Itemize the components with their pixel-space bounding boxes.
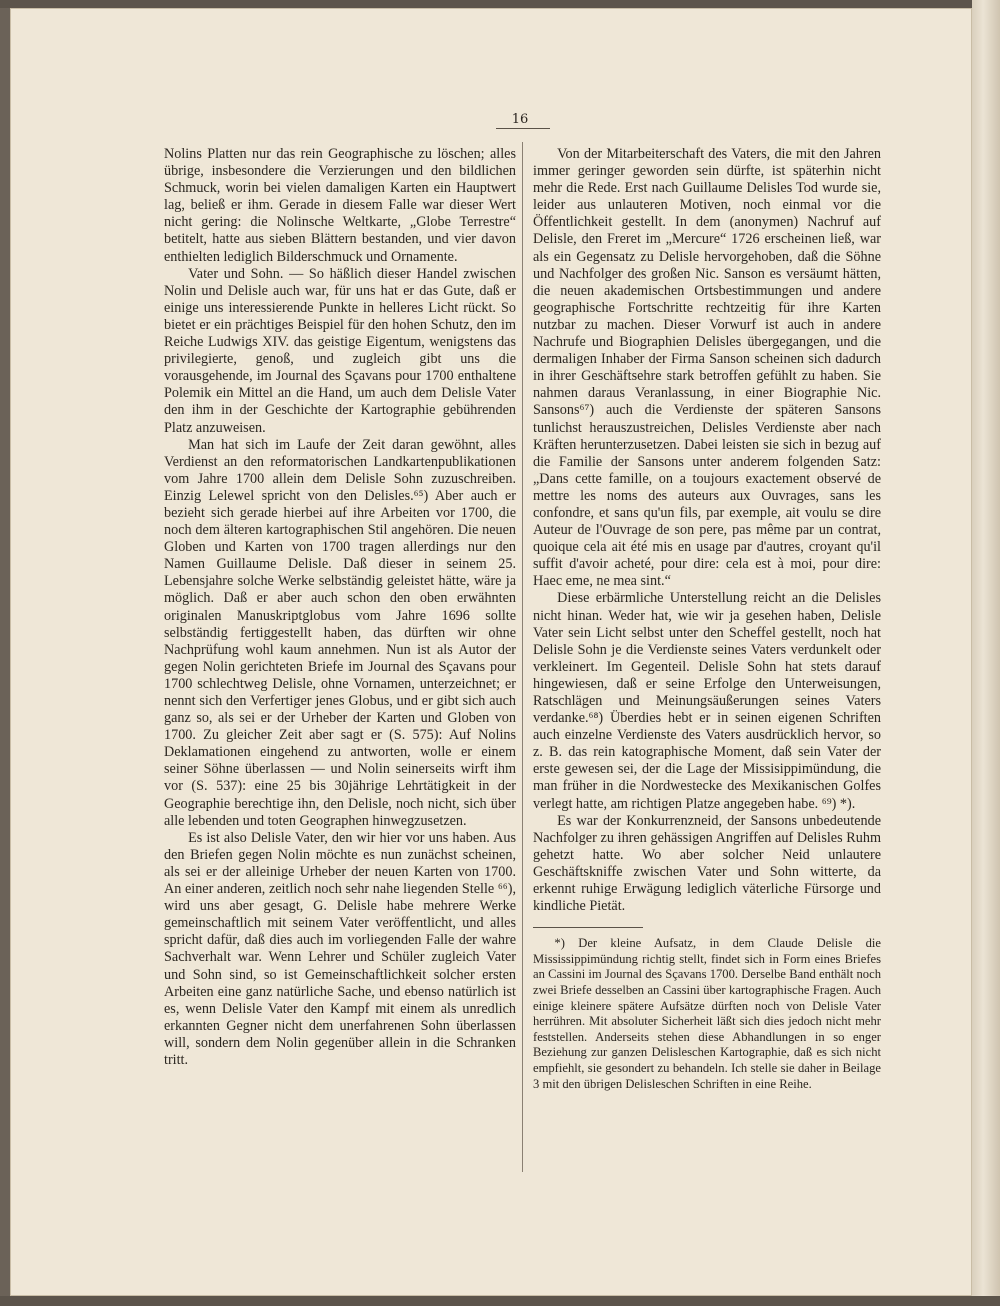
- footnote-rule: [533, 927, 643, 928]
- right-paragraph-2: Diese erbärmliche Unterstellung reicht an die Delisles nicht hinan. Weder hat, wie wir ja gesehen haben, Delisle Vater sein Licht selbst unter den Scheffel gestellt, noch hat Delisle Sohn je die Verdienste seines Vaters verdunkelt oder verkleinert. Im Gegenteil. Delisle Sohn hat stets darauf hingewiesen, daß er seine Erfolge den Unterweisungen, Ratschlägen und Meinungsäußerungen seines Vaters verdanke.⁶⁸) Überdies hebt er in seinen eigenen Schriften auch einzelne Verdienste des Vaters ausdrücklich hervor, so z. B. das rein katographische Moment, daß sein Vater der erste gewesen sei, der die Lage der Missisippimündung, die man früher in die Nordwestecke des Mexikanischen Golfes verlegt hatte, am richtigen Platze angegeben habe. ⁶⁹) *).: [533, 590, 881, 812]
- left-paragraph-2: Vater und Sohn. — So häßlich dieser Handel zwischen Nolin und Delisle auch war, für uns hat er das Gute, daß er einige uns interessierende Punkte in helleres Licht rückt. So bietet er ein prächtiges Beispiel für den hohen Schutz, den im Reiche Ludwigs XIV. das geistige Eigentum, wenigstens das privilegierte, genoß, und zugleich gibt uns die vorausgehende, im Journal des Sçavans pour 1700 enthaltene Polemik ein Mittel an die Hand, um auch dem Delisle Vater den ihm in der Geschichte der Kartographie gebührenden Platz anzuweisen.: [164, 265, 516, 436]
- right-paragraph-3: Es war der Konkurrenzneid, der Sansons unbedeutende Nachfolger zu ihren gehässigen Angriffen auf Delisles Ruhm gehetzt hatte. Wo aber solcher Neid unlautere Geschäftskniffe zwischen Vater und Sohn witterte, da erkennt ruhige Erwägung lediglich väterliche Fürsorge und kindliche Pietät.: [533, 812, 881, 915]
- footnote: *) Der kleine Aufsatz, in dem Claude Delisle die Mississippimündung richtig stellt, findet sich in Form eines Briefes an Cassini im Journal des Sçavans 1700. Derselbe Band enthält noch zwei Briefe desselben an Cassini über kartographische Fragen. Auch einige kleinere spätere Aufsätze dürften noch von Delisle Vater herrühren. Mit absoluter Sicherheit läßt sich dies jedoch nicht mehr feststellen. Anderseits stehen diese Abhandlungen in so enger Beziehung zur ganzen Delisleschen Kartographie, daß es sich nicht empfiehlt, sie gesondert zu behandeln. Ich stelle sie daher in Beilage 3 mit den übrigen Delisleschen Schriften in eine Reihe.: [533, 936, 881, 1091]
- left-column: [164, 146, 516, 1069]
- left-paragraph-4: Es ist also Delisle Vater, den wir hier vor uns haben. Aus den Briefen gegen Nolin möchte es nun zunächst scheinen, als sei er der alleinige Urheber der neuen Karten von 1700. An einer anderen, zeitlich noch sehr nahe liegenden Stelle ⁶⁶), wird uns aber gesagt, G. Delisle habe mehrere Werke gemeinschaftlich mit seinem Vater veröffentlicht, und alles spricht dafür, daß dies auch im vorliegenden Falle der wahre Sachverhalt war. Wenn Lehrer und Schüler zugleich Vater und Sohn sind, so ist Gemeinschaftlichkeit solcher ersten Arbeiten eine ganz natürliche Sache, und ebenso natürlich ist es, wenn Delisle Vater den Kampf mit einem als unredlich erkannten Gegner nicht dem unerfahrenen Sohn überlassen will, sondern dem Nolin gegenüber allein in die Schranken tritt.: [164, 829, 516, 1068]
- column-divider: [522, 142, 523, 1172]
- scan-bottom-edge: [0, 1296, 1000, 1306]
- left-paragraph-1: Nolins Platten nur das rein Geographische zu löschen; alles übrige, insbesondere die Verzierungen und den bildlichen Schmuck, worin bei vielen damaligen Karten ein Hauptwert lag, beließ er ihm. Gerade in diesem Falle war dieser Wert nicht gering: die Nolinsche Weltkarte, „Globe Terrestre“ betitelt, hatte aus sieben Blättern bestanden, und vier davon enthielten lediglich Bilderschmuck und Ornamente.: [164, 146, 516, 265]
- scan-right-edge: [972, 0, 1000, 1306]
- right-paragraph-1: Von der Mitarbeiterschaft des Vaters, die mit den Jahren immer geringer geworden sein dürfte, ist späterhin nicht mehr die Rede. Erst nach Guillaume Delisles Tod wurde sie, leider aus unlauteren Motiven, noch einmal vor die Öffentlichkeit gestellt. In dem (anonymen) Nachruf auf Delisle, den Freret im „Mercure“ 1726 erscheinen ließ, war als ein Gegensatz zu Delisle hervorgehoben, daß die Söhne und Nachfolger des großen Nic. Sanson es versäumt hätten, die neuen akademischen Ortsbestimmungen und andere geographische Fortschritte rechtzeitig für ihre Karten nutzbar zu machen. Dieser Vorwurf ist auch in andere Nachrufe und Biographien Delisles übergegangen, und die dermaligen Inhaber der Firma Sanson scheinen sich dadurch in ihrer Geschäftsehre stark betroffen gefühlt zu haben. Sie nahmen daraus Veranlassung, in einer Biographie Nic. Sansons⁶⁷) auch die Verdienste der späteren Sansons tunlichst herauszustreichen, Delisles Verdienste aber nach Kräften herunterzusetzen. Dabei leisten sie sich in bezug auf die Familie der Sansons unter anderem folgenden Satz: „Dans cette famille, on a toujours exactement observé de mettre les noms des auteurs aux Ouvrages, sans les confondre, et sans qu'un fils, par exemple, ait voulu se dire Auteur de l'Ouvrage de son pere, pas même par un contrat, quoique cela ait été mis en usage par d'autres, croyant qu'il suffit d'avoir acheté, pour dire: cela est à moi, pour dire: Haec eme, ne mea sint.“: [533, 146, 881, 590]
- left-paragraph-3: Man hat sich im Laufe der Zeit daran gewöhnt, alles Verdienst an den reformatorischen Landkartenpublikationen vom Jahre 1700 allein dem Delisle Sohn zuzuschreiben. Einzig Lelewel spricht von den Delisles.⁶⁵) Aber auch er bezieht sich gerade hierbei auf ihre Arbeiten vor 1700, die noch dem älteren kartographischen Stil angehören. Die neuen Globen und Karten von 1700 tragen allerdings nur den Namen Guillaume Delisle. Daß dieser in seinem 25. Lebensjahre solche Werke selbständig geleistet hätte, wäre ja möglich. Daß er aber auch schon den oben erwähnten originalen Manuskriptglobus vom Jahre 1696 sollte selbständig fertiggestellt haben, das dürften wir ohne Nachprüfung wohl kaum annehmen. Nun ist als Autor der gegen Nolin gerichteten Briefe im Journal des Sçavans pour 1700 schlechtweg Delisle, ohne Vornamen, unterzeichnet; er nennt sich den Verfertiger jenes Globus, und er gibt sich auch ganz so, als sei er der Urheber der Karten und Globen von 1700. Zu gleicher Zeit aber sagt er (S. 575): Auf Nolins Deklamationen eingehend zu antworten, wolle er einem seiner Söhne überlassen — und Nolin seinerseits wirft ihm vor (S. 537): eine 25 bis 30jährige Lehrtätigkeit in der Geographie berechtige ihn, den Delisle, noch nicht, sich über alle lebenden und toten Geographen hinwegzusetzen.: [164, 436, 516, 829]
- right-column: [533, 146, 881, 1092]
- scan-top-edge: [0, 0, 1000, 8]
- page-number: 16: [511, 112, 529, 127]
- page-number-rule: [496, 128, 550, 129]
